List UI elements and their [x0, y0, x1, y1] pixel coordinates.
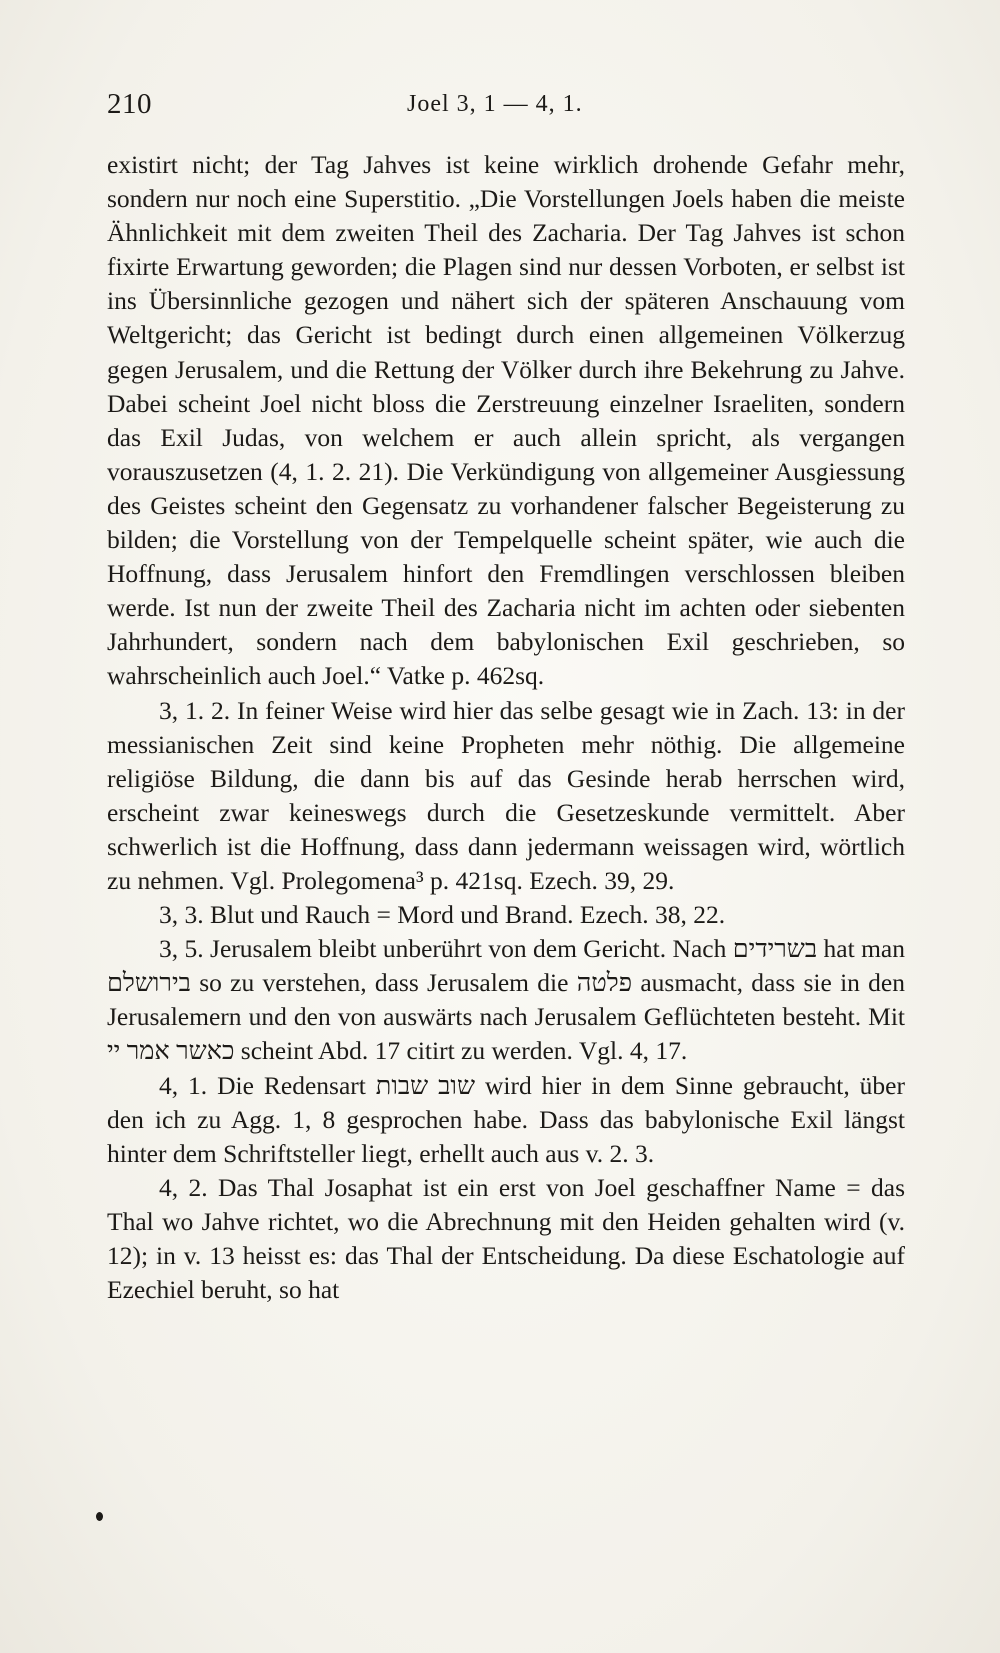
ink-spot — [96, 1512, 103, 1521]
paragraph-note-3-3: 3, 3. Blut und Rauch = Mord und Brand. Ezech. 38, 22. — [159, 900, 726, 930]
page-header — [107, 88, 907, 128]
paragraph-continuation: existirt nicht; der Tag Jahves ist keine wirklich drohende Gefahr mehr, sondern nur noch eine Superstitio. „Die Vorstellungen Joels haben die meiste Ähnlichkeit mit dem zweiten Theil des Zacharia. Der Tag Jahves ist schon fixirte Erwartung geworden; die Plagen sind nur dessen Vorboten, er selbst ist ins Übersinnliche gezogen und nähert sich der späteren Anschauung vom Weltgericht; das Gericht ist bedingt durch einen allgemeinen Völkerzug gegen Jerusalem, und die Rettung der Völker durch ihre Bekehrung zu Jahve. Dabei scheint Joel nicht bloss die Zerstreuung einzelner Israeliten, sondern das Exil Judas, von welchem er auch allein spricht, als vergangen vorauszusetzen (4, 1. 2. 21). Die Verkündigung von allgemeiner Ausgiessung des Geistes scheint den Gegensatz zu vorhandener falscher Begeisterung zu bilden; die Vorstellung von der Tempelquelle scheint später, wie auch die Hoffnung, dass Jerusalem hinfort den Fremdlingen verschlossen bleiben werde. Ist nun der zweite Theil des Zacharia nicht im achten oder siebenten Jahrhundert, sondern nach dem babylonischen Exil geschrieben, so wahrscheinlich auch Joel.“ Vatke p. 462sq. — [107, 150, 905, 691]
paragraph-note-4-2: 4, 2. Das Thal Josaphat ist ein erst von Joel geschaffner Name = das Thal wo Jahve richtet, wo die Abrechnung mit den Heiden gehalten wird (v. 12); in v. 13 heisst es: das Thal der Entscheidung. Da diese Eschatologie auf Ezechiel beruht, so hat — [107, 1172, 905, 1305]
paragraph-note-3-5: 3, 5. Jerusalem bleibt unberührt von dem Gericht. Nach בשרידים hat man בירושלם so zu verstehen, dass Jerusalem die פלטה ausmacht, dass sie in den Jerusalemern und den von auswärts nach Jerusalem Geflüchteten besteht. Mit כאשר אמר יי scheint Abd. 17 citirt zu werden. Vgl. 4, 17. — [107, 934, 905, 1066]
running-head: Joel 3, 1 — 4, 1. — [407, 91, 583, 117]
body-text — [107, 148, 905, 1307]
page-number: 210 — [107, 88, 152, 120]
paragraph-note-3-1-2: 3, 1. 2. In feiner Weise wird hier das selbe gesagt wie in Zach. 13: in der messianischen Zeit sind keine Propheten mehr nöthig. Die allgemeine religiöse Bildung, die dann bis auf das Gesinde herab herrschen wird, erscheint zwar keineswegs durch die Gesetzeskunde vermittelt. Aber schwerlich ist die Hoffnung, dass dann jedermann weissagen wird, wörtlich zu nehmen. Vgl. Prolegomena³ p. 421sq. Ezech. 39, 29. — [107, 695, 905, 895]
paragraph-note-4-1: 4, 1. Die Redensart שוב שבות wird hier in dem Sinne gebraucht, über den ich zu Agg. 1, 8 gesprochen habe. Dass das babylonische Exil längst hinter dem Schriftsteller liegt, erhellt auch aus v. 2. 3. — [107, 1070, 905, 1168]
